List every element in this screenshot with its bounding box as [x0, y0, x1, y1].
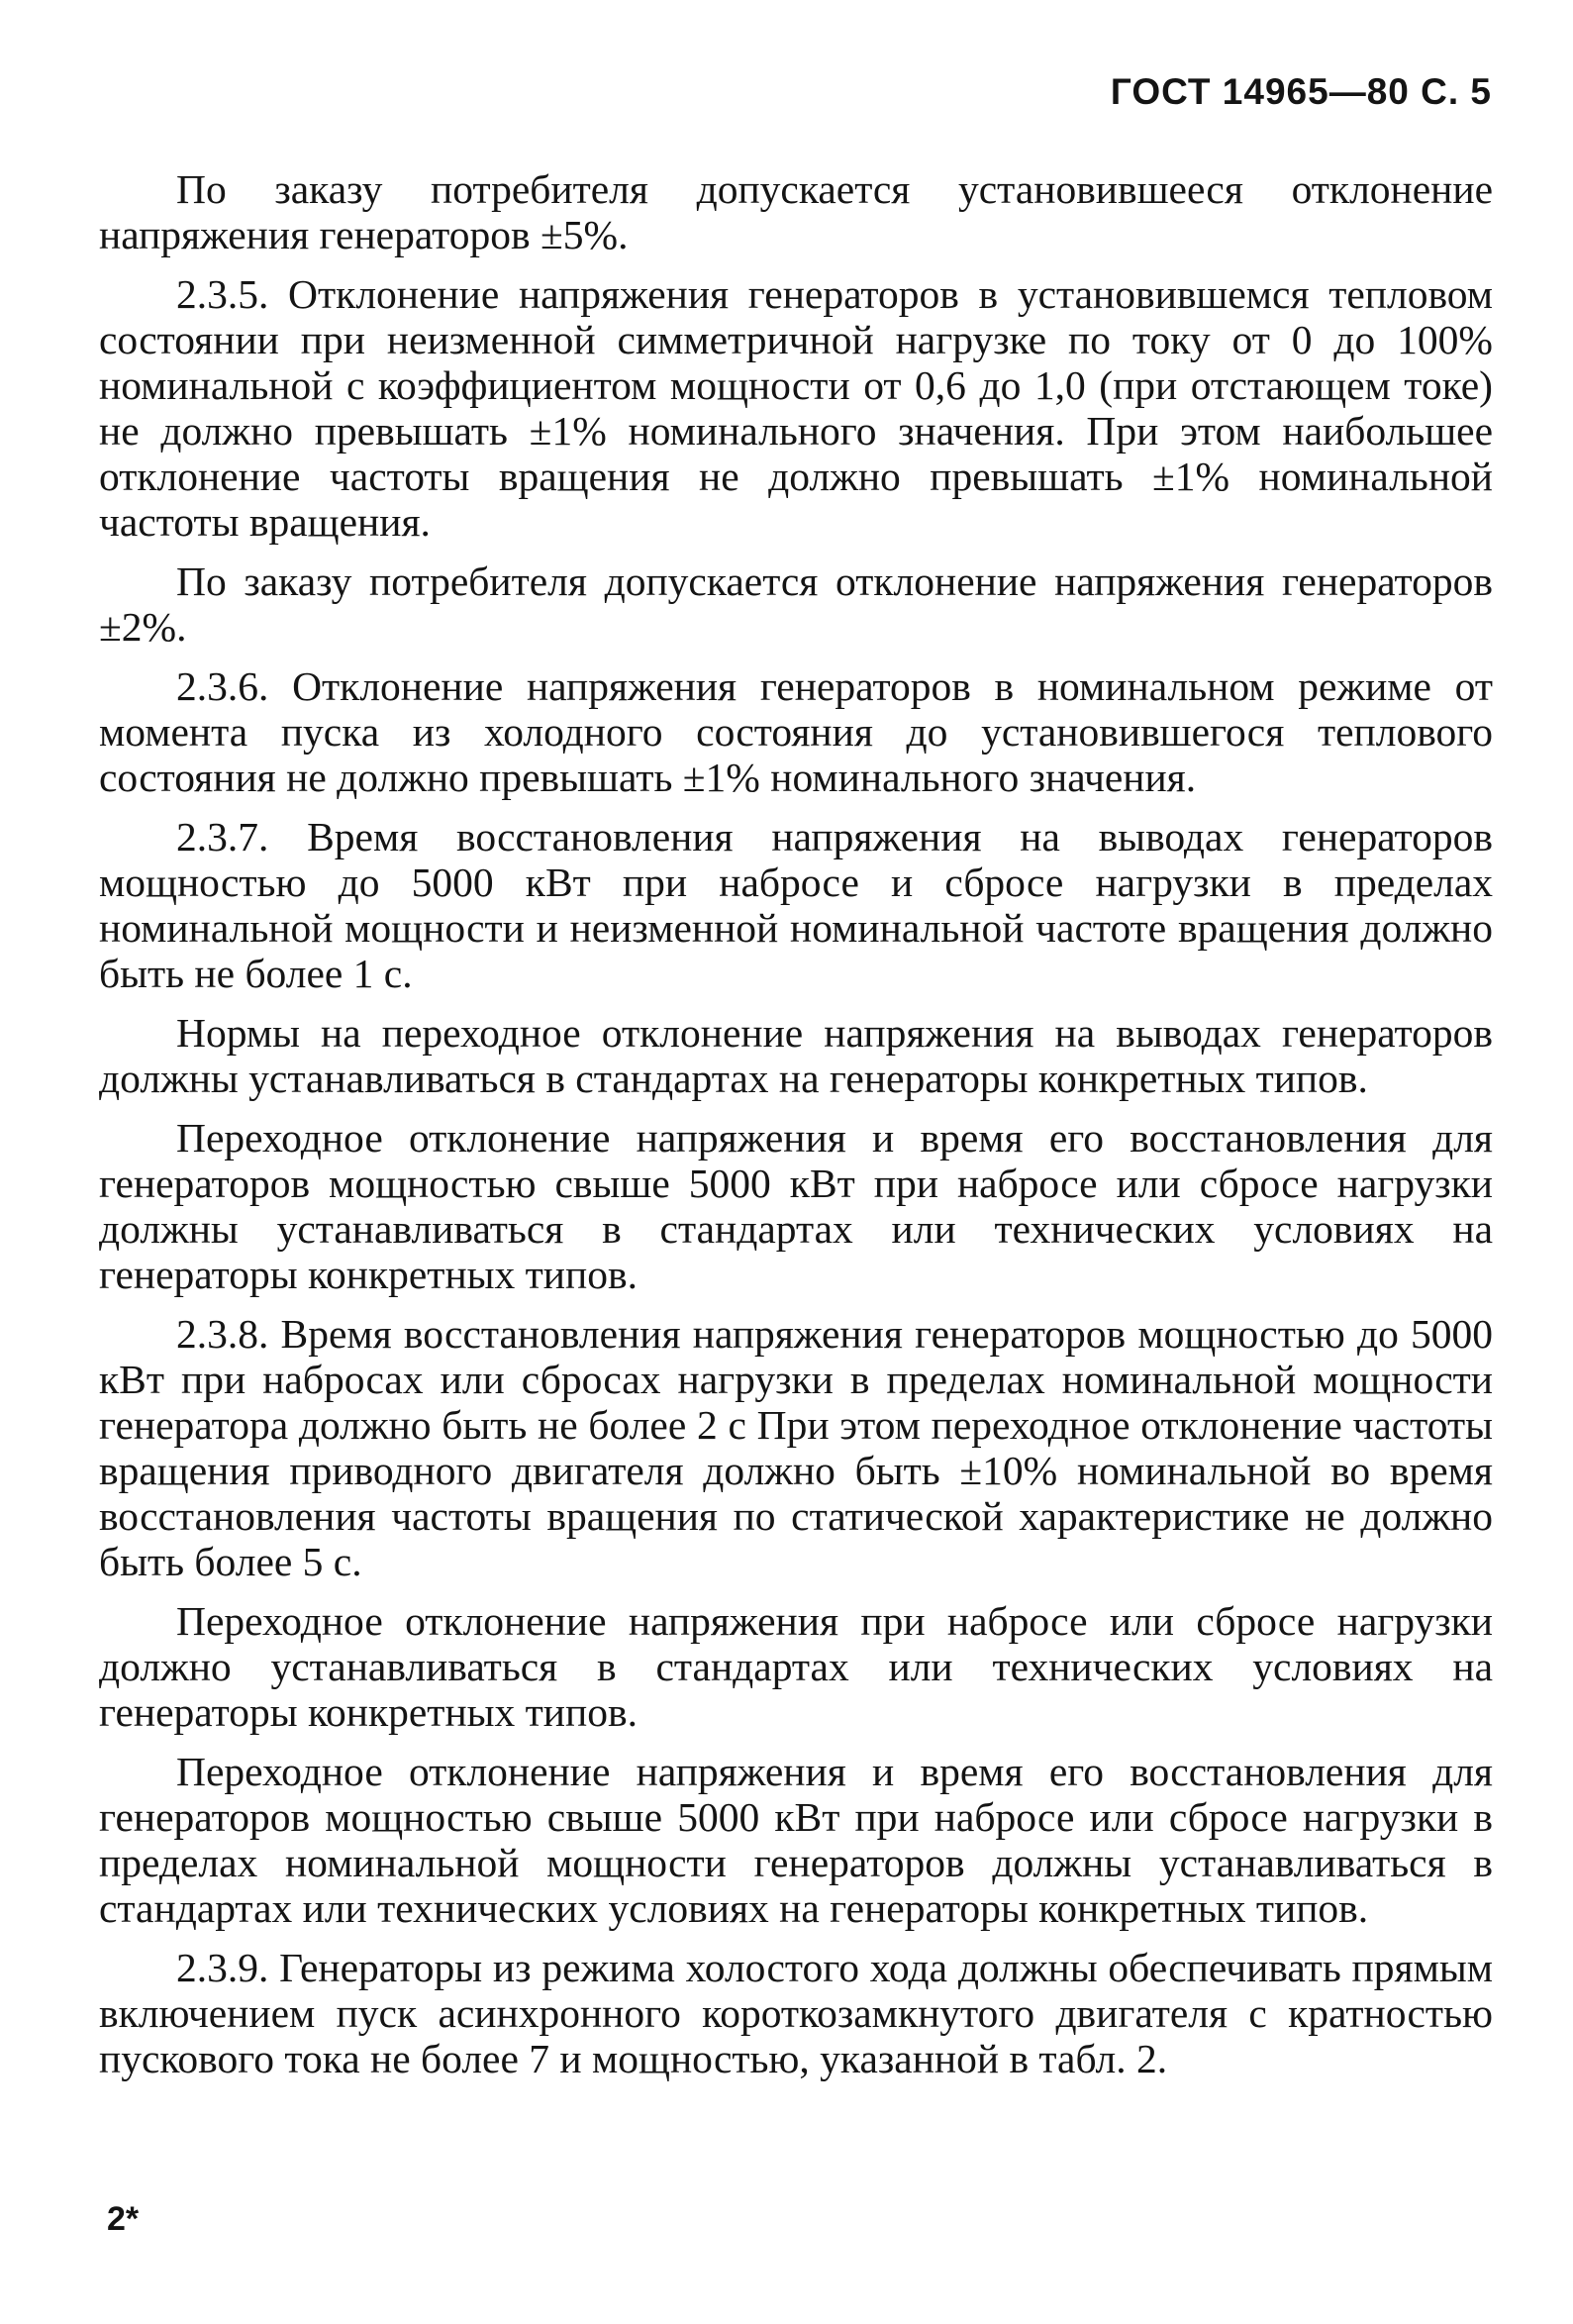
- paragraph: Переходное отклонение напряжения и время его восстановления для генераторов мощностью свыше 5000 кВт при набросе или сбросе нагрузки в пределах номинальной мощности генераторов должны устанавливаться в стандартах или технических условиях на генераторы конкретных типов.: [99, 1749, 1493, 1931]
- paragraph: 2.3.8. Время восстановления напряжения генераторов мощностью до 5000 кВт при набросах или сбросах нагрузки в пределах номинальной мощности генератора должно быть не более 2 с При этом переходное отклонение частоты вращения приводного двигателя должно быть ±10% номинальной во время восстановления частоты вращения по статической характеристике не должно быть более 5 с.: [99, 1311, 1493, 1584]
- paragraph: По заказу потребителя допускается отклонение напряжения генераторов ±2%.: [99, 558, 1493, 650]
- running-header: ГОСТ 14965—80 С. 5: [1110, 71, 1492, 112]
- body-text: [99, 166, 1493, 2095]
- paragraph: 2.3.5. Отклонение напряжения генераторов в установившемся тепловом состоянии при неизменной симметричной нагрузке по току от 0 до 100% номинальной с коэффициентом мощности от 0,6 до 1,0 (при отстающем токе) не должно превышать ±1% номинального значения. При этом наибольшее отклонение частоты вращения не должно превышать ±1% номинальной частоты вращения.: [99, 271, 1493, 545]
- paragraph: 2.3.6. Отклонение напряжения генераторов в номинальном режиме от момента пуска из холодного состояния до установившегося теплового состояния не должно превышать ±1% номинального значения.: [99, 663, 1493, 800]
- paragraph: 2.3.9. Генераторы из режима холостого хода должны обеспечивать прямым включением пуск асинхронного короткозамкнутого двигателя с кратностью пускового тока не более 7 и мощностью, указанной в табл. 2.: [99, 1945, 1493, 2081]
- paragraph: Переходное отклонение напряжения при набросе или сбросе нагрузки должно устанавливаться в стандартах или технических условиях на генераторы конкретных типов.: [99, 1598, 1493, 1735]
- paragraph: Переходное отклонение напряжения и время его восстановления для генераторов мощностью свыше 5000 кВт при набросе или сбросе нагрузки должны устанавливаться в стандартах или технических условиях на генераторы конкретных типов.: [99, 1115, 1493, 1297]
- paragraph: По заказу потребителя допускается установившееся отклонение напряжения генераторов ±5%.: [99, 166, 1493, 257]
- paragraph: 2.3.7. Время восстановления напряжения на выводах генераторов мощностью до 5000 кВт при набросе и сбросе нагрузки в пределах номинальной мощности и неизменной номинальной частоте вращения должно быть не более 1 с.: [99, 814, 1493, 996]
- signature-mark: 2*: [107, 2200, 140, 2238]
- paragraph: Нормы на переходное отклонение напряжения на выводах генераторов должны устанавливаться в стандартах на генераторы конкретных типов.: [99, 1010, 1493, 1101]
